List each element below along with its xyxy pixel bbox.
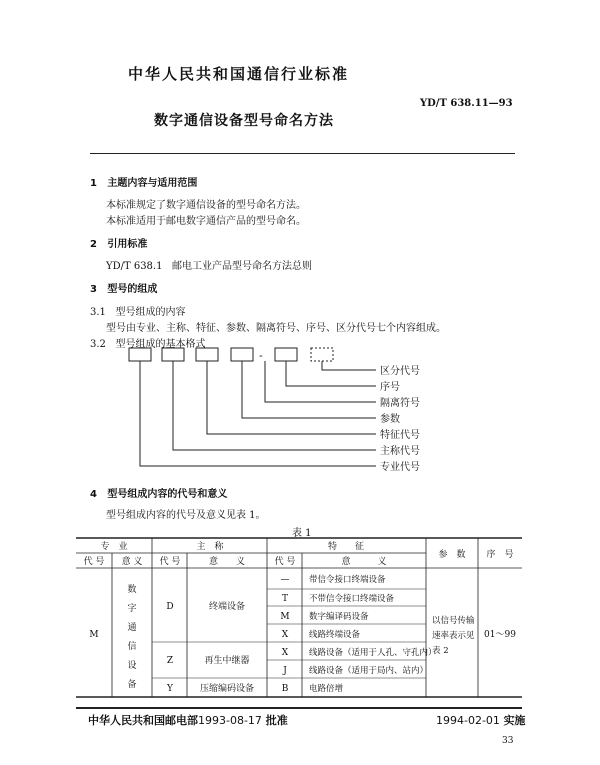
cell-main-meaning-1: 再生中继器 <box>204 656 250 666</box>
cell-feature-code-4: X <box>281 648 289 658</box>
cell-main-code-1: Z <box>166 656 174 666</box>
reference-code: YD/T 638.1 <box>106 261 163 272</box>
impl-date: 1994-02-01 <box>436 714 500 727</box>
table-caption: 表 1 <box>292 528 312 539</box>
cell-canshu-line-1: 速率表示见 <box>432 631 475 641</box>
cell-zhuanye-meaning-1: 字 <box>127 604 137 614</box>
cell-feature-meaning-4: 线路设备（适用于人孔、守孔内） <box>309 648 437 658</box>
label-tezheng: 特征代号 <box>380 430 420 441</box>
th-canshu: 参 数 <box>438 550 466 560</box>
label-xuhao: 序号 <box>380 382 400 393</box>
section-4-text: 型号组成内容的代号及意义见表 1。 <box>106 510 266 521</box>
cell-canshu-line-2: 表 2 <box>432 646 449 656</box>
th-xuhao: 序 号 <box>486 550 514 560</box>
th-yiyi-3: 意 义 <box>341 557 387 567</box>
cell-main-meaning-0: 终端设备 <box>208 602 246 612</box>
section-3-1-title: 型号组成的内容 <box>115 307 186 318</box>
approve-date: 1993-08-17 <box>198 714 262 727</box>
section-1-para-2: 本标准适用于邮电数字通信产品的型号命名。 <box>106 216 306 227</box>
label-qufen: 区分代号 <box>380 366 420 377</box>
section-3-num: 3 <box>90 284 97 295</box>
section-3-2-title: 型号组成的基本格式 <box>115 339 206 350</box>
th-zhucheng: 主 称 <box>196 542 224 552</box>
label-canshu: 参数 <box>380 414 400 425</box>
section-2-num: 2 <box>90 239 97 250</box>
cell-feature-code-1: T <box>281 594 289 604</box>
th-daihao-1: 代 号 <box>83 557 105 567</box>
org-title: 中华人民共和国通信行业标准 <box>128 65 350 83</box>
footer-implementation <box>436 712 525 728</box>
section-2-title: 引用标准 <box>107 239 148 250</box>
cell-feature-code-5: J <box>283 666 287 676</box>
cell-zhuanye-meaning-3: 信 <box>127 642 137 652</box>
impl-label: 实施 <box>503 714 526 727</box>
th-tezheng: 特 征 <box>327 542 365 552</box>
section-3-1-text: 型号由专业、主称、特征、参数、隔离符号、序号、区分代号七个内容组成。 <box>106 323 446 334</box>
cell-feature-code-3: X <box>281 630 289 640</box>
cell-main-code-2: Y <box>167 684 173 694</box>
issuer: 中华人民共和国邮电部 <box>88 714 198 727</box>
th-zhuanye: 专 业 <box>100 542 128 552</box>
cell-feature-meaning-0: 带信令接口终端设备 <box>309 575 386 585</box>
label-zhucheng: 主称代号 <box>380 446 420 457</box>
th-daihao-3: 代 号 <box>274 557 296 567</box>
section-4-title: 型号组成内容的代号和意义 <box>107 489 228 500</box>
cell-xuhao: 01～99 <box>484 630 516 640</box>
section-3-2-num: 3.2 <box>90 339 106 350</box>
section-1-num: 1 <box>90 178 97 189</box>
section-3-title: 型号的组成 <box>107 284 158 295</box>
approve-label: 批准 <box>265 714 288 727</box>
cell-main-code-0: D <box>166 602 174 612</box>
cell-feature-code-2: M <box>280 612 290 622</box>
footer-approval <box>88 712 288 728</box>
cell-zhuanye-meaning-2: 通 <box>127 623 137 633</box>
reference-title: 邮电工业产品型号命名方法总则 <box>172 261 313 272</box>
cell-zhuanye-meaning-0: 数 <box>127 585 137 595</box>
cell-zhuanye-meaning-4: 设 <box>127 661 137 671</box>
cell-canshu-line-0: 以信号传输 <box>432 616 475 626</box>
cell-feature-meaning-2: 数字编译码设备 <box>309 612 369 622</box>
page-number: 33 <box>502 736 514 746</box>
doc-title: 数字通信设备型号命名方法 <box>154 113 334 129</box>
cell-main-meaning-2: 压缩编码设备 <box>199 684 255 694</box>
label-zhuanye: 专业代号 <box>380 462 420 473</box>
th-daihao-2: 代 号 <box>159 557 181 567</box>
cell-zhuanye-meaning-5: 备 <box>127 680 137 690</box>
cell-zhuanye-code: M <box>89 630 99 640</box>
cell-feature-meaning-1: 不带信令接口终端设备 <box>309 594 395 604</box>
section-4-num: 4 <box>90 489 97 500</box>
footer-rule <box>76 707 522 709</box>
separator-dash: - <box>259 349 263 362</box>
cell-feature-meaning-5: 线路设备（适用于局内、站内） <box>309 666 429 676</box>
cell-feature-meaning-6: 电路倍增 <box>309 684 344 694</box>
section-1-para-1: 本标准规定了数字通信设备的型号命名方法。 <box>106 200 306 211</box>
section-3-1-num: 3.1 <box>90 307 106 318</box>
cell-feature-meaning-3: 线路终端设备 <box>309 630 361 640</box>
th-yiyi-2: 意 义 <box>208 557 246 567</box>
label-geli: 隔离符号 <box>380 398 420 409</box>
th-yiyi-1: 意 义 <box>121 557 143 567</box>
cell-feature-code-6: B <box>281 684 289 694</box>
standard-code: YD/T 638.11—93 <box>420 98 513 109</box>
cell-feature-code-0: — <box>280 575 290 585</box>
section-1-title: 主题内容与适用范围 <box>107 178 198 189</box>
